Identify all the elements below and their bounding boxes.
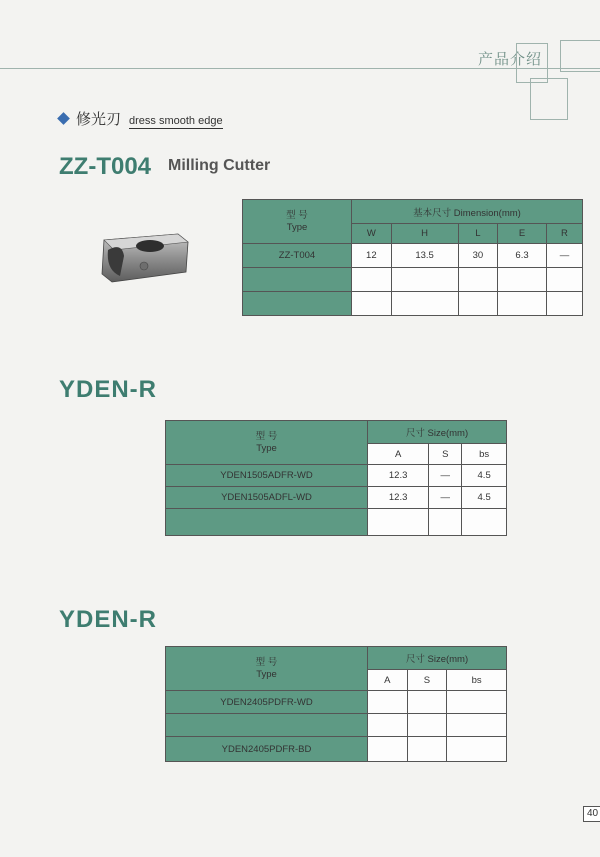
table-row — [166, 487, 507, 509]
type-header: 型 号 Type — [166, 421, 368, 465]
product-title: YDEN-R — [59, 606, 158, 633]
size-table — [165, 646, 507, 762]
table-row — [166, 509, 507, 536]
decor-square — [530, 78, 568, 120]
product-model-title: ZZ-T004 — [59, 153, 152, 180]
table-row — [166, 714, 507, 737]
value-cell — [498, 292, 547, 316]
value-cell: 12.3 — [368, 465, 429, 487]
size-header: 尺寸 Size(mm) — [368, 647, 507, 670]
type-cell: ZZ-T004 — [243, 244, 352, 268]
size-table — [165, 420, 507, 536]
decor-square — [516, 43, 548, 83]
table-row — [243, 268, 583, 292]
section-title-en: dress smooth edge — [129, 115, 223, 127]
column-header: bs — [447, 670, 507, 691]
value-cell — [498, 268, 547, 292]
diamond-bullet-icon — [57, 112, 70, 125]
value-cell: 12.3 — [368, 487, 429, 509]
value-cell: — — [429, 487, 462, 509]
table-row — [166, 737, 507, 762]
type-cell — [166, 714, 368, 737]
value-cell — [391, 292, 458, 316]
value-cell — [391, 268, 458, 292]
decor-square — [560, 40, 600, 72]
value-cell — [352, 268, 392, 292]
type-cell: YDEN1505ADFR-WD — [166, 465, 368, 487]
value-cell — [546, 292, 582, 316]
dimension-table — [242, 199, 583, 316]
type-cell — [243, 292, 352, 316]
type-header: 型 号 Type — [166, 647, 368, 691]
value-cell — [458, 292, 498, 316]
value-cell — [407, 691, 447, 714]
type-cell: YDEN2405PDFR-WD — [166, 691, 368, 714]
value-cell — [429, 509, 462, 536]
type-cell: YDEN1505ADFL-WD — [166, 487, 368, 509]
milling-cutter-image — [98, 230, 190, 286]
column-header: A — [368, 670, 408, 691]
size-header: 尺寸 Size(mm) — [368, 421, 507, 444]
value-cell — [368, 714, 408, 737]
value-cell — [368, 691, 408, 714]
value-cell: 13.5 — [391, 244, 458, 268]
value-cell — [447, 691, 507, 714]
table-row — [166, 691, 507, 714]
value-cell — [352, 292, 392, 316]
value-cell: 6.3 — [498, 244, 547, 268]
column-header: H — [391, 224, 458, 244]
value-cell — [368, 737, 408, 762]
section-heading — [57, 108, 223, 129]
column-header: W — [352, 224, 392, 244]
value-cell — [462, 509, 507, 536]
column-header: L — [458, 224, 498, 244]
value-cell — [407, 714, 447, 737]
type-header: 型 号 Type — [243, 200, 352, 244]
dimension-header: 基本尺寸 Dimension(mm) — [352, 200, 583, 224]
table-row — [166, 465, 507, 487]
table-row — [243, 292, 583, 316]
type-cell — [166, 509, 368, 536]
type-cell — [243, 268, 352, 292]
product-name: Milling Cutter — [168, 157, 271, 174]
value-cell: — — [546, 244, 582, 268]
section-title-cn: 修光刃 — [76, 110, 122, 128]
column-header: R — [546, 224, 582, 244]
header-title: 产品介绍 — [478, 50, 543, 68]
value-cell — [458, 268, 498, 292]
value-cell — [546, 268, 582, 292]
value-cell — [447, 737, 507, 762]
type-cell: YDEN2405PDFR-BD — [166, 737, 368, 762]
value-cell: 4.5 — [462, 465, 507, 487]
column-header: S — [407, 670, 447, 691]
column-header: E — [498, 224, 547, 244]
column-header: S — [429, 444, 462, 465]
value-cell: 4.5 — [462, 487, 507, 509]
value-cell: — — [429, 465, 462, 487]
column-header: bs — [462, 444, 507, 465]
value-cell — [407, 737, 447, 762]
product-title: YDEN-R — [59, 376, 158, 403]
value-cell: 12 — [352, 244, 392, 268]
value-cell — [447, 714, 507, 737]
column-header: A — [368, 444, 429, 465]
page-number: 40 — [583, 806, 600, 822]
value-cell — [368, 509, 429, 536]
table-row — [243, 244, 583, 268]
value-cell: 30 — [458, 244, 498, 268]
